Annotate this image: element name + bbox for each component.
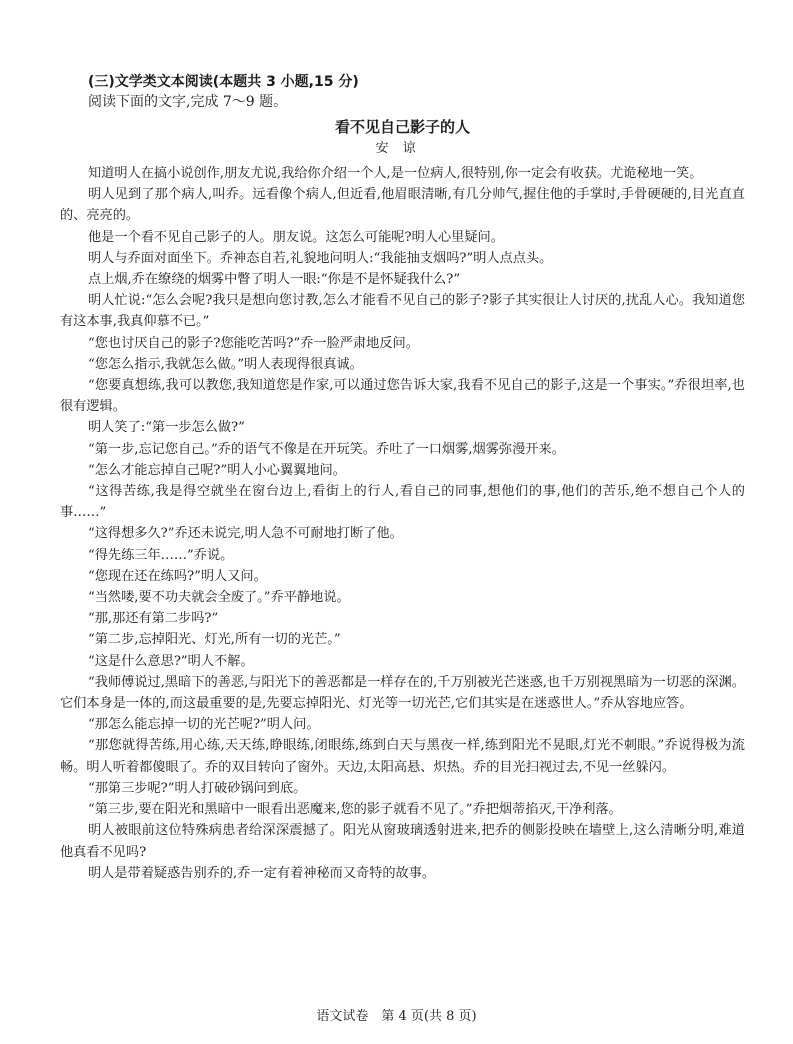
page-footer: 语文试卷 第 4 页(共 8 页) — [316, 1009, 477, 1024]
story-paragraph: 明人被眼前这位特殊病患者给深深震撼了。阳光从窗玻璃透射进来,把乔的侧影投映在墙壁上,这么清晰分明,难道他真看不见吗? — [60, 823, 745, 860]
story-paragraph: “第一步,忘记您自己。”乔的语气不像是在开玩笑。乔吐了一口烟雾,烟雾弥漫开来。 — [88, 441, 565, 457]
reading-section — [60, 72, 745, 884]
story-paragraph: 明人见到了那个病人,叫乔。远看像个病人,但近看,他眉眼清晰,有几分帅气,握住他的手掌时,手骨硬硬的,目光直直的、亮亮的。 — [60, 187, 745, 224]
story-paragraph: “那怎么能忘掉一切的光芒呢?”明人问。 — [88, 717, 320, 733]
story-paragraph: 知道明人在搞小说创作,朋友尤说,我给你介绍一个人,是一位病人,很特别,你一定会有收获。尤诡秘地一笑。 — [88, 166, 703, 181]
story-paragraph: “那您就得苦练,用心练,天天练,睁眼练,闭眼练,练到白天与黑夜一样,练到阳光不晃眼,灯光不刺眼。”乔说得极为流畅。明人听着都傻眼了。乔的双目转向了窗外。天边,太阳高悬、炽热。乔的目光扫视过去,不见一丝躲闪。 — [60, 738, 745, 775]
story-title: 看不见自己影子的人 — [334, 118, 470, 136]
story-paragraph: 明人是带着疑惑告别乔的,乔一定有着神秘而又奇特的故事。 — [88, 865, 436, 881]
story-paragraph: “这是什么意思?”明人不解。 — [88, 653, 254, 669]
story-paragraph: 明人与乔面对面坐下。乔神态自若,礼貌地问明人:“我能抽支烟吗?”明人点点头。 — [88, 250, 553, 266]
story-body — [60, 163, 745, 884]
story-paragraph: “第二步,忘掉阳光、灯光,所有一切的光芒。” — [88, 632, 341, 648]
story-paragraph: “得先练三年……”乔说。 — [88, 547, 234, 563]
story-paragraph: “那第三步呢?”明人打破砂锅问到底。 — [88, 780, 307, 796]
story-paragraph: “您怎么指示,我就怎么做。”明人表现得很真诚。 — [88, 356, 363, 372]
story-paragraph: “怎么才能忘掉自己呢?”明人小心翼翼地问。 — [88, 462, 346, 478]
story-paragraph: “我师傅说过,黑暗下的善恶,与阳光下的善恶都是一样存在的,千万别被光芒迷惑,也千万别视黑暗为一切恶的深渊。它们本身是一体的,而这最重要的是,先要忘掉阳光、灯光等一切光芒,它们其实是在迷惑世人。”乔从容地应答。 — [60, 674, 745, 712]
reading-instruction: 阅读下面的文字,完成 7～9 题。 — [88, 94, 288, 110]
story-paragraph: “当然喽,要不功夫就会全废了。”乔平静地说。 — [88, 590, 350, 606]
section-heading: (三)文学类文本阅读(本题共 3 小题,15 分) — [88, 74, 359, 90]
story-paragraph: 他是一个看不见自己影子的人。朋友说。这怎么可能呢?明人心里疑问。 — [88, 229, 504, 245]
story-paragraph: “您要真想练,我可以教您,我知道您是作家,可以通过您告诉大家,我看不见自己的影子,这是一个事实。”乔很坦率,也很有逻辑。 — [60, 378, 745, 415]
story-paragraph: 明人忙说:“怎么会呢?我只是想向您讨教,怎么才能看不见自己的影子?影子其实很让人讨厌的,扰乱人心。我知道您有这本事,我真仰慕不已。” — [60, 293, 745, 330]
story-paragraph: “第三步,要在阳光和黑暗中一眼看出恶魔来,您的影子就看不见了。”乔把烟蒂掐灭,干净利落。 — [88, 802, 622, 818]
story-paragraph: 明人笑了:“第一步怎么做?” — [88, 420, 245, 436]
story-paragraph: “您现在还在练吗?”明人又问。 — [88, 568, 267, 584]
story-paragraph: “您也讨厌自己的影子?您能吃苦吗?”乔一脸严肃地反问。 — [88, 335, 419, 351]
story-paragraph: “这得想多久?”乔还未说完,明人急不可耐地打断了他。 — [88, 526, 403, 542]
story-paragraph: “这得苦练,我是得空就坐在窗台边上,看街上的行人,看自己的同事,想他们的事,他们的苦乐,绝不想自己个人的事……” — [60, 484, 745, 521]
story-paragraph: “那,那还有第二步吗?” — [88, 611, 219, 627]
story-paragraph: 点上烟,乔在缭绕的烟雾中瞥了明人一眼:“你是不是怀疑我什么?” — [88, 272, 461, 288]
story-author: 安谅 — [375, 141, 430, 156]
